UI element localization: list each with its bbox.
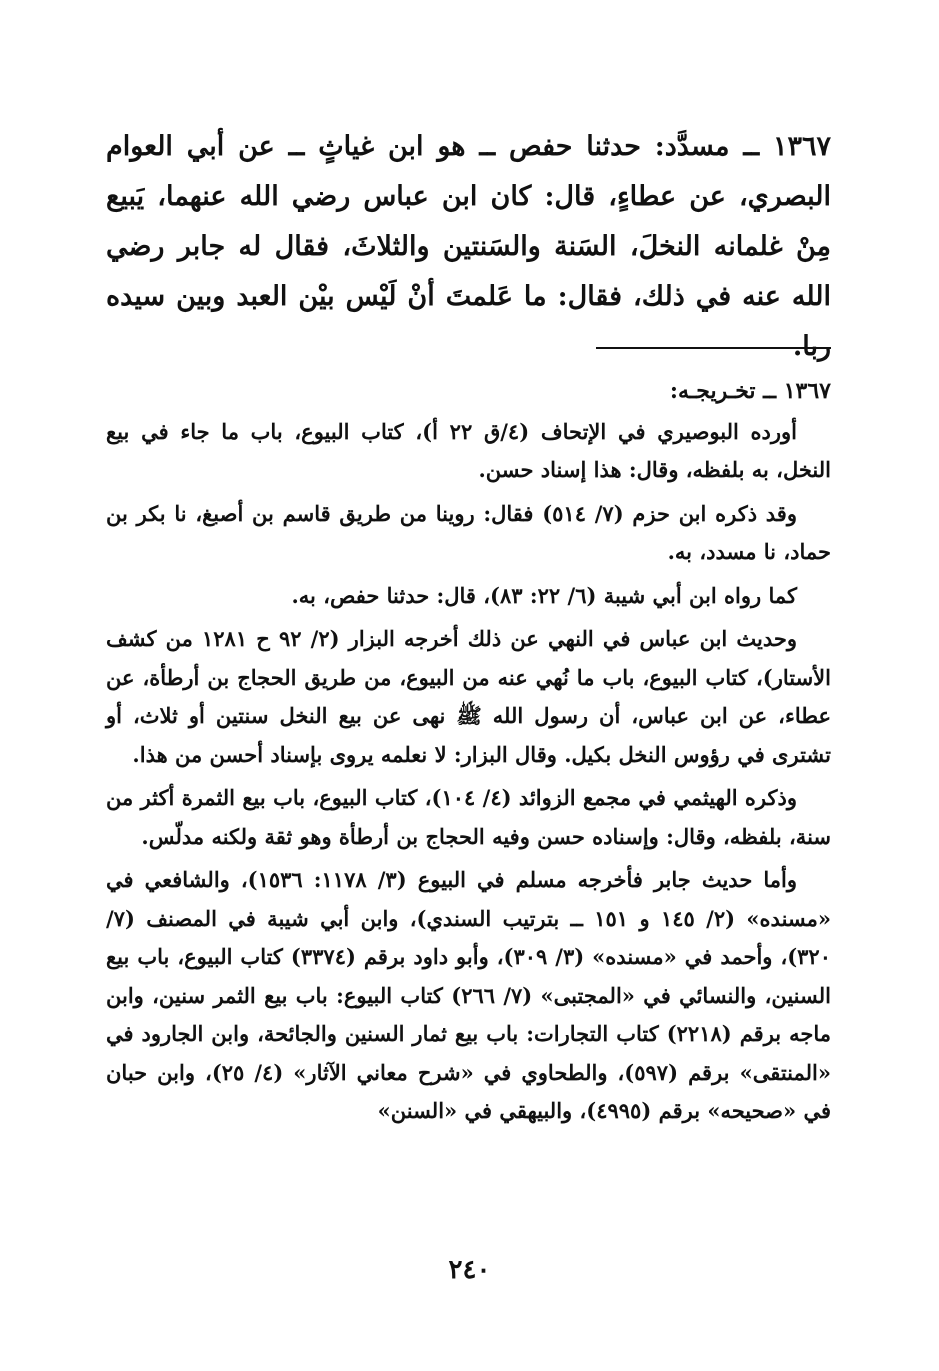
takhrij-paragraph: أورده البوصيري في الإتحاف (٤/ق ٢٢ أ)، كتاب البيوع، باب ما جاء في بيع النخل، به بلفظه، وقال: هذا إسناد حسن. <box>106 418 831 482</box>
page-number: ٢٤٠ <box>448 1255 491 1285</box>
takhrij-paragraph: وقد ذكره ابن حزم (٧/ ٥١٤) فقال: روينا من طريق قاسم بن أصبغ، نا بكر بن حماد، نا مسدد، به. <box>106 500 831 564</box>
takhrij-paragraph: وأما حديث جابر فأخرجه مسلم في البيوع (٣/ ١١٧٨: ١٥٣٦)، والشافعي في «مسنده» (٢/ ١٤٥ و ١٥١ ــ بترتيب السندي)، وابن أبي شيبة في المصنف (٧/ ٣٢٠)، وأحمد في «مسنده» (٣/ ٣٠٩)، وأبو داود برقم (٣٣٧٤) كتاب البيوع، باب بيع السنين، والنسائي في «المجتبى» (٧/ ٢٦٦) كتاب البيوع: باب بيع الثمر سنين، وابن ماجه برقم (٢٢١٨) كتاب التجارات: باب بيع ثمار السنين والجائحة، وابن الجارود في «المنتقى» برقم (٥٩٧)، والطحاوي في «شرح معاني الآثار» (٤/ ٢٥)، وابن حبان في «صحيحه» برقم (٤٩٩٥)، والبيهقي في «السنن» <box>106 867 832 1123</box>
takhrij-section <box>106 372 831 1136</box>
hadith-text: ١٣٦٧ ــ مسدَّد: حدثنا حفص ــ هو ابن غياثٍ ــ عن أبي العوام البصري، عن عطاءٍ، قال: كان ابن عباس رضي الله عنهما، يَبيع مِنْ غلمانه النخلَ، السَنة والسَنتين والثلاثَ، فقال له جابر رضي الله عنه في ذلك، فقال: ما عَلمتَ أنْ لَيْس بيْن العبد وبين سيده ربا. <box>106 131 831 362</box>
takhrij-paragraph: وحديث ابن عباس في النهي عن ذلك أخرجه البزار (٢/ ٩٢ ح ١٢٨١ من كشف الأستار)، كتاب البيوع، باب ما نُهي عنه من البيوع، من طريق الحجاج بن أرطأة، عن عطاء، عن ابن عباس، أن رسول الله ﷺ نهى عن بيع النخل سنتين أو ثلاث، أو تشترى في رؤوس النخل بكيل. وقال البزار: لا نعلمه يروى بإسناد أحسن من هذا. <box>106 626 831 767</box>
takhrij-paragraph: وذكره الهيثمي في مجمع الزوائد (٤/ ١٠٤)، كتاب البيوع، باب بيع الثمرة أكثر من سنة، بلفظه، وقال: وإسناده حسن وفيه الحجاج بن أرطأة وهو ثقة ولكنه مدلّس. <box>106 785 831 849</box>
hadith-block <box>106 122 831 372</box>
takhrij-paragraph: كما رواه ابن أبي شيبة (٦/ ٢٢: ٨٣)، قال: حدثنا حفص، به. <box>291 582 797 608</box>
footnote-separator <box>596 347 831 349</box>
takhrij-heading: ١٣٦٧ ــ تخـريجـه: <box>669 378 831 404</box>
